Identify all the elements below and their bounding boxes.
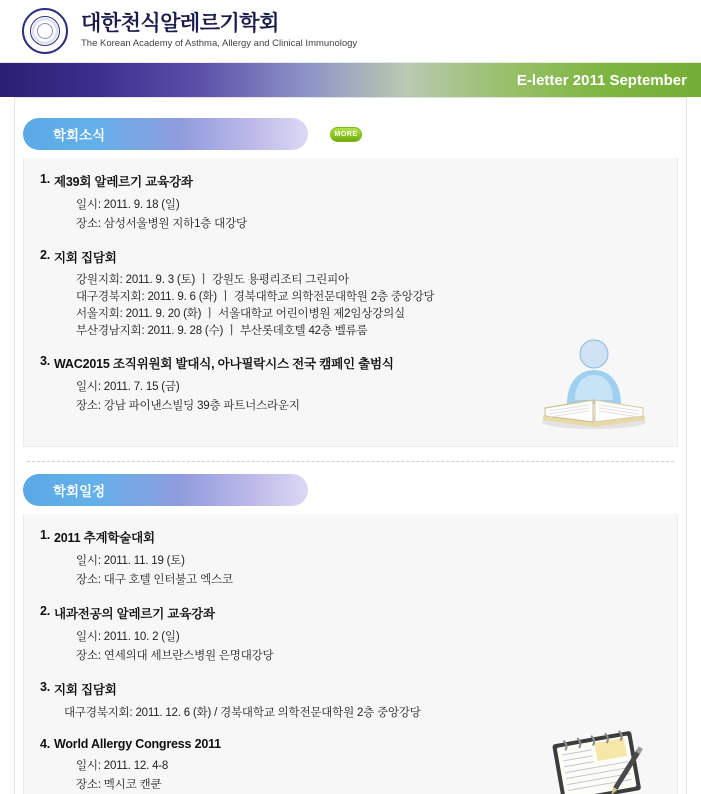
item-number: 4. — [39, 737, 50, 751]
person-reading-book-icon — [535, 334, 653, 430]
item-detail-line: 장소: 멕시코 캔쿤 — [76, 779, 162, 791]
eletter-titlebar — [0, 63, 701, 97]
eletter-issue-label: E-letter 2011 September — [516, 71, 687, 89]
item-detail-line: 장소: 강남 파이낸스빌딩 39층 파트너스라운지 — [76, 400, 300, 412]
section-schedule-title: 학회일정 — [23, 474, 308, 506]
item-details — [76, 196, 667, 234]
item-title-text: 지회 집담회 — [54, 683, 117, 697]
item-detail-line: 장소: 연세의대 세브란스병원 은명대강당 — [76, 650, 274, 662]
list-item — [34, 172, 667, 234]
item-detail-line: 서울지회: 2011. 9. 20 (화) ㅣ 서울대학교 어린이병원 제2임상강의실 — [76, 308, 405, 320]
list-item — [34, 528, 667, 590]
section-news-title: 학회소식 — [23, 118, 308, 150]
item-number: 2. — [39, 248, 50, 262]
item-title-text: WAC2015 조직위원회 발대식, 아나필락시스 전국 캠페인 출범식 — [54, 357, 394, 371]
item-title — [39, 172, 667, 190]
item-title — [39, 604, 667, 622]
item-title-text: 제39회 알레르기 교육강좌 — [54, 175, 193, 189]
content-frame — [14, 97, 687, 794]
item-details — [76, 272, 667, 340]
item-title-text: 내과전공의 알레르기 교육강좌 — [54, 607, 215, 621]
item-title — [39, 528, 667, 546]
section-news — [23, 118, 678, 462]
item-details — [76, 628, 667, 666]
section-schedule — [23, 474, 678, 794]
item-number: 1. — [39, 172, 50, 186]
list-item — [34, 680, 667, 723]
item-detail-line: 대구경북지회: 2011. 9. 6 (화) ㅣ 경북대학교 의학전문대학원 2층 중앙강당 — [76, 291, 435, 303]
logo-text-block — [81, 12, 357, 50]
item-detail-line: 장소: 삼성서울병원 지하1층 대강당 — [76, 218, 247, 230]
item-number: 2. — [39, 604, 50, 618]
page-content — [0, 97, 701, 794]
item-detail-line: 일시: 2011. 9. 18 (일) — [76, 199, 180, 211]
item-title — [39, 680, 667, 698]
section-schedule-header — [23, 474, 678, 506]
academy-name-en: The Korean Academy of Asthma, Allergy and Clinical Immunology — [81, 38, 358, 50]
more-button[interactable]: MORE — [330, 127, 362, 142]
item-detail-line: 일시: 2011. 11. 19 (토) — [76, 555, 185, 567]
academy-name-ko: 대한천식알레르기학회 — [81, 11, 279, 35]
section-divider — [27, 461, 674, 462]
item-detail-line: 일시: 2011. 10. 2 (일) — [76, 631, 180, 643]
item-title-text: World Allergy Congress 2011 — [54, 737, 221, 751]
item-detail-line: 강원지회: 2011. 9. 3 (토) ㅣ 강원도 용평리조티 그린피아 — [76, 274, 349, 286]
item-number: 1. — [39, 528, 50, 542]
list-item — [34, 604, 667, 666]
section-news-panel — [23, 158, 678, 447]
item-title — [39, 248, 667, 266]
item-number: 3. — [39, 680, 50, 694]
site-header — [0, 0, 701, 63]
item-detail-line: 일시: 2011. 7. 15 (금) — [76, 381, 180, 393]
notebook-with-pen-icon — [539, 729, 657, 794]
item-detail-line: 장소: 대구 호텔 인터불고 엑스코 — [76, 574, 233, 586]
item-details — [76, 552, 667, 590]
item-title-text: 지회 집담회 — [54, 251, 117, 265]
list-item — [34, 248, 667, 340]
item-detail-line: 대구경북지회: 2011. 12. 6 (화) / 경북대학교 의학전문대학원 2층 중앙강당 — [64, 707, 421, 719]
item-number: 3. — [39, 354, 50, 368]
section-schedule-panel — [23, 514, 678, 794]
section-news-header — [23, 118, 678, 150]
item-title-text: 2011 추계학술대회 — [54, 531, 155, 545]
item-detail-line: 일시: 2011. 12. 4-8 — [76, 760, 169, 772]
item-details — [64, 704, 667, 723]
academy-seal-icon — [22, 8, 68, 54]
item-detail-line: 부산경남지회: 2011. 9. 28 (수) ㅣ 부산롯데호텔 42층 벨류룸 — [76, 325, 368, 337]
